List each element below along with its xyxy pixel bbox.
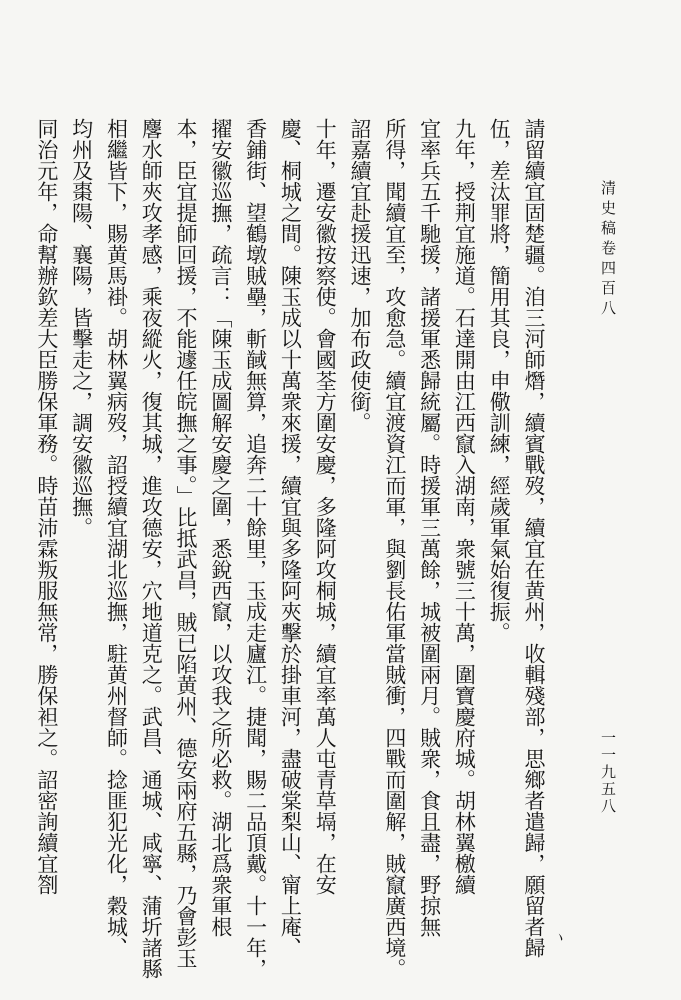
text-column: 九年，授荆宜施道。石達開由江西竄入湖南，衆號三十萬，圍寶慶府城。胡林翼檄續 — [452, 118, 477, 895]
text-column: 所得，聞續宜至，攻愈急。續宜渡資江而軍，與劉長佑軍當賊衝，四戰而圍解，賊竄廣西境。 — [382, 118, 407, 979]
text-column: 宜率兵五千馳援，諸援軍悉歸統屬。時援軍三萬餘，城被圍兩月。賊衆，食且盡，野掠無 — [417, 118, 442, 937]
stray-ink-mark: 丶 — [550, 929, 569, 949]
text-column: 相繼皆下，賜黄馬褂。胡林翼病歿，詔授續宜湖北巡撫，駐黄州督師。捻匪犯光化，穀城、 — [104, 118, 129, 958]
text-column: 本，臣宜提師回援，不能遽任皖撫之事。」比抵武昌，賊已陷黄州、德安兩府五縣，乃會彭玉 — [174, 118, 199, 969]
text-column: 詔嘉續宜赴援迅速，加布政使銜。 — [348, 118, 373, 433]
text-column: 同治元年，命幫辦欽差大臣勝保軍務。時苗沛霖叛服無常，勝保袒之。詔密詢續宜劄 — [34, 118, 59, 895]
page-number: 一一九五八 — [599, 730, 617, 815]
body-text — [29, 118, 551, 979]
text-column: 慶、桐城之間。陳玉成以十萬衆來援，續宜與多隆阿夾擊於掛車河，盡破棠梨山、甯上庵、 — [278, 118, 303, 958]
running-header-title: 清史稿卷四百八 — [599, 180, 617, 320]
text-column: 麐水師夾攻孝感，乘夜縱火，復其城，進攻德安，穴地道克之。武昌、通城、咸寧、蒲圻諸縣 — [139, 118, 164, 979]
text-column: 伍，差汰罪將，簡用其良，申儆訓練，經歲軍氣始復振。 — [487, 118, 512, 643]
text-column: 十年，遷安徽按察使。會國荃方圍安慶，多隆阿攻桐城，續宜率萬人屯青草塥，在安 — [313, 118, 338, 895]
text-column: 香鋪街、望鶴墩賊壘，斬馘無算，追奔二十餘里，玉成走廬江。捷聞，賜二品頂戴。十一年， — [243, 118, 268, 979]
text-column: 擢安徽巡撫，疏言：「陳玉成圖解安慶之圍，悉銳西竄，以攻我之所必救。湖北爲衆軍根 — [208, 118, 233, 937]
text-column: 請留續宜固楚疆。洎三河師熸，續賓戰歿，續宜在黄州，收輯殘部，思鄉者遣歸，願留者歸 — [522, 118, 546, 958]
text-column: 均州及棗陽、襄陽，皆擊走之，調安徽巡撫。 — [69, 118, 94, 538]
